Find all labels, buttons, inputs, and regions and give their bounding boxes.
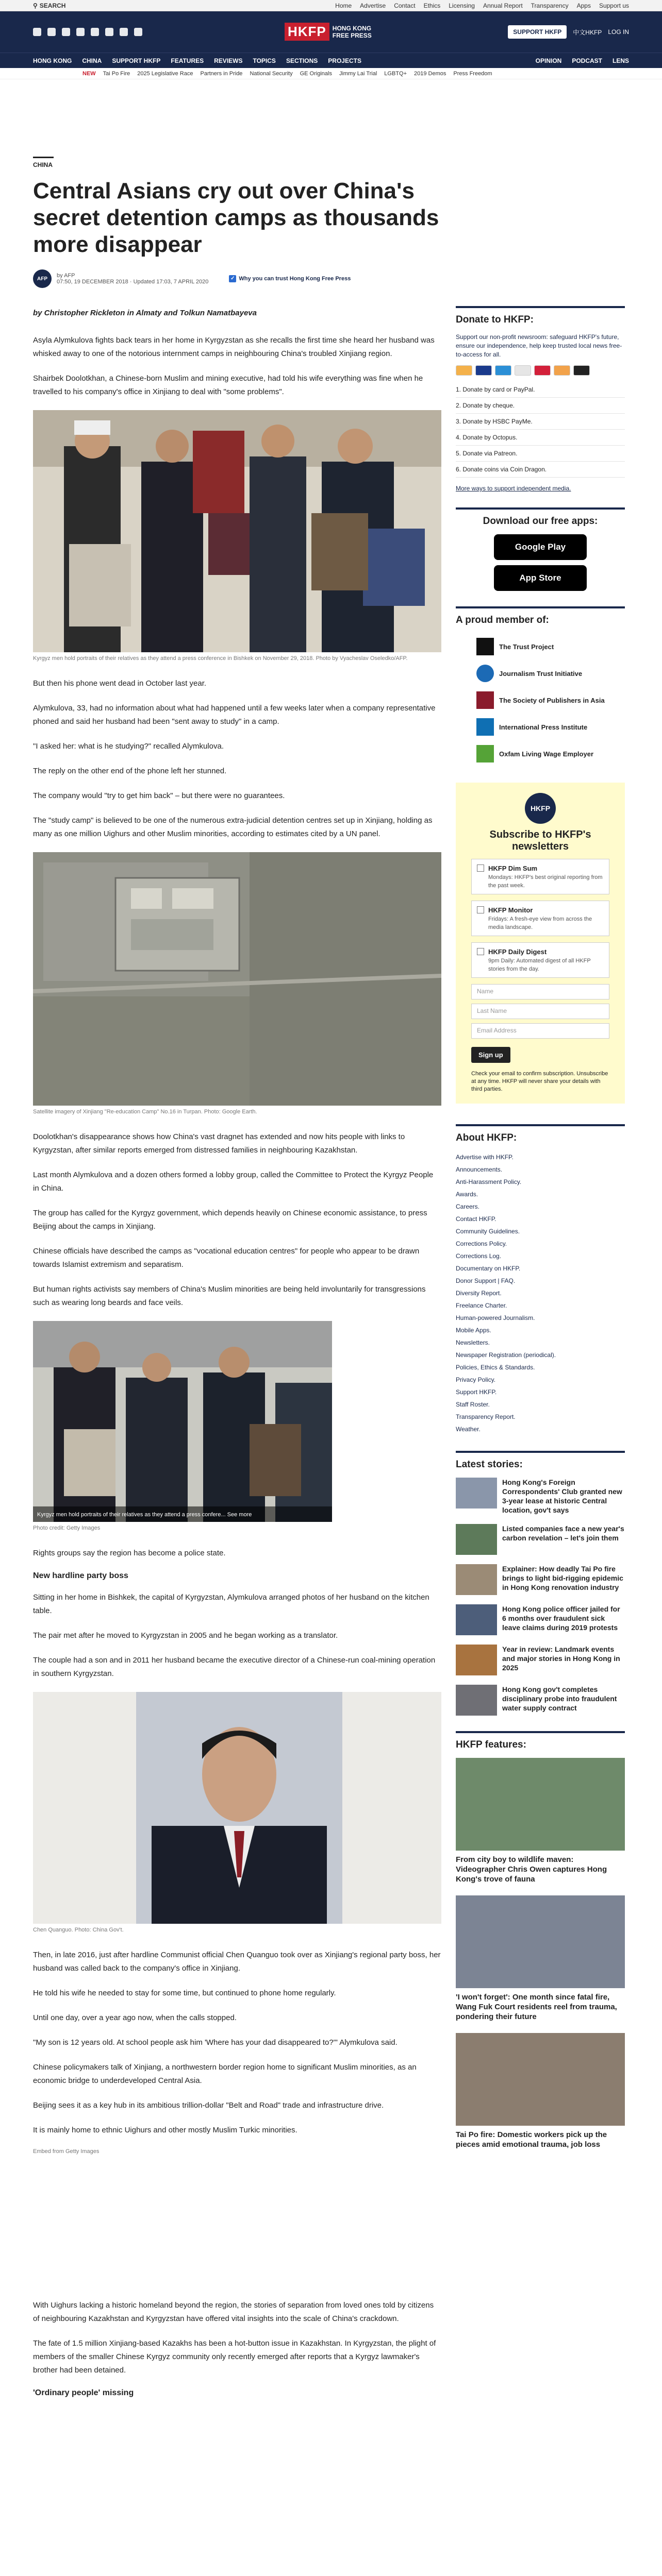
feature-story[interactable]: Tai Po fire: Domestic workers pick up the pieces amid emotional trauma, job loss [456, 2033, 625, 2149]
features-box [456, 1731, 625, 2149]
donate-box [456, 306, 625, 492]
member-oxfam[interactable]: Oxfam Living Wage Employer [456, 740, 625, 767]
trending-bar [0, 68, 662, 79]
paragraph: The company would "try to get him back" – but there were no guarantees. [33, 791, 285, 800]
paragraph: The couple had a son and in 2011 her husband became the executive director of a Chinese-run coal-mining operation in southern Kyrgyzstan. [33, 1656, 436, 1678]
about-link[interactable]: Community Guidelines. [456, 1228, 520, 1235]
features-title: HKFP features: [456, 1739, 526, 1750]
nav-item[interactable]: LENS [612, 57, 629, 64]
top-utility-bar [0, 0, 662, 11]
feature-image [456, 2033, 625, 2126]
about-box [456, 1124, 625, 1435]
about-title: About HKFP: [456, 1132, 517, 1143]
byline [33, 269, 441, 288]
trending-link[interactable]: GE Originals [300, 70, 332, 77]
nav-item[interactable]: PODCAST [572, 57, 602, 64]
trending-link[interactable]: Jimmy Lai Trial [339, 70, 377, 77]
nav-item[interactable]: SECTIONS [286, 57, 318, 64]
login-link[interactable]: LOG IN [608, 28, 629, 36]
caption: Embed from Getty Images [33, 2148, 100, 2155]
utility-link[interactable]: Apps [576, 2, 591, 9]
about-link[interactable]: Anti-Harassment Policy. [456, 1178, 522, 1185]
about-link[interactable]: Corrections Policy. [456, 1240, 507, 1247]
search-icon: ⚲ [33, 2, 38, 9]
paragraph: The reply on the other end of the phone left her stunned. [33, 767, 227, 775]
threads-icon[interactable] [76, 28, 85, 36]
photo-press-conference [33, 410, 441, 652]
latest-story[interactable]: Explainer: How deadly Tai Po fire brings to light bid-rigging epidemic in Hong Kong renovation industry [456, 1564, 625, 1595]
newsletter-option[interactable] [471, 901, 609, 936]
paragraph: Alymkulova, 33, had no information about what had happened until a few weeks later when a company representative phoned and said her husband had been "sent away to study" in a camp. [33, 704, 436, 726]
donate-option[interactable]: 6. Donate coins via Coin Dragon. [456, 462, 625, 478]
about-link[interactable]: Donor Support | FAQ. [456, 1277, 516, 1284]
about-link[interactable]: Advertise with HKFP. [456, 1154, 514, 1161]
article [33, 79, 441, 2408]
nav-item[interactable]: PROJECTS [328, 57, 361, 64]
utility-link[interactable]: Home [335, 2, 352, 9]
about-link[interactable]: Newspaper Registration (periodical). [456, 1351, 556, 1359]
paragraph: Sitting in her home in Bishkek, the capital of Kyrgyzstan, Alymkulova arranged photos of her husband on the kitchen table. [33, 1593, 429, 1615]
about-link[interactable]: Weather. [456, 1426, 481, 1433]
utility-link[interactable]: Advertise [360, 2, 386, 9]
donate-option[interactable]: 1. Donate by card or PayPal. [456, 382, 625, 398]
chinese-edition-link[interactable]: 中文HKFP [573, 28, 602, 36]
x-icon[interactable] [47, 28, 56, 36]
avatar: AFP [33, 269, 52, 288]
story-thumbnail [456, 1478, 497, 1509]
utility-link[interactable]: Ethics [423, 2, 441, 9]
about-link[interactable]: Documentary on HKFP. [456, 1265, 521, 1272]
logo-line: FREE PRESS [332, 31, 372, 39]
paragraph: But human rights activists say members of China's Muslim minorities are being held involuntarily for transgressions such as wearing long beards and face veils. [33, 1285, 426, 1307]
nav-item[interactable]: OPINION [535, 57, 562, 64]
donate-text: Support our non-profit newsroom: safeguard HKFP's future, ensure our independence, help keep trusted local news free-to-access for all. [456, 333, 622, 358]
apps-box [456, 507, 625, 591]
octopus-icon [554, 365, 570, 376]
jti-icon [476, 665, 494, 682]
embed-placeholder [33, 2170, 441, 2299]
paragraph: Shairbek Doolotkhan, a Chinese-born Muslim and mining executive, had told his wife everything was fine when he travelled to his company's office in Xinjiang to deal with "some problems". [33, 374, 423, 396]
about-link[interactable]: Newsletters. [456, 1339, 490, 1346]
paragraph: The group has called for the Kyrgyz government, which depends heavily on Chinese economic assistance, to press Beijing about the camps in Xinjiang. [33, 1209, 427, 1231]
section-heading: New hardline party boss [33, 1571, 128, 1580]
latest-box [456, 1451, 625, 1716]
paragraph: It is mainly home to ethnic Uighurs and other mostly Muslim Turkic minorities. [33, 2126, 297, 2134]
mastercard-icon [456, 365, 472, 376]
signup-button[interactable]: Sign up [471, 1047, 510, 1063]
about-link[interactable]: Diversity Report. [456, 1290, 502, 1297]
about-link[interactable]: Careers. [456, 1203, 480, 1210]
feature-image [456, 1895, 625, 1988]
newsletter-name: HKFP Monitor [488, 906, 533, 914]
newsletter-name: HKFP Dim Sum [488, 865, 538, 872]
nav-item[interactable]: REVIEWS [214, 57, 243, 64]
latest-story[interactable]: Hong Kong's Foreign Correspondents' Club granted new 3-year lease at historic Central location, gov't says [456, 1478, 625, 1515]
paragraph: The "study camp" is believed to be one of the numerous extra-judicial detention centres set up in Xinjiang, holding as many as one million Uighurs and other Muslim minorities, according to estimates cited by a UN panel. [33, 816, 433, 838]
article-category[interactable]: CHINA [33, 157, 54, 168]
trending-link[interactable]: 2025 Legislative Race [137, 70, 193, 77]
paragraph: Chinese officials have described the camps as "vocational education centres" for people who appear to be drawn towards Islamist extremism and separatism. [33, 1247, 420, 1269]
paragraph: Beijing sees it as a key hub in its ambitious trillion-dollar "Belt and Road" trade and infrastructure drive. [33, 2101, 384, 2110]
about-link[interactable]: Freelance Charter. [456, 1302, 507, 1309]
feature-image [456, 1758, 625, 1851]
nav-item[interactable]: CHINA [82, 57, 102, 64]
member-jti[interactable]: Journalism Trust Initiative [456, 660, 625, 687]
story-thumbnail [456, 1564, 497, 1595]
masthead [0, 11, 662, 53]
utility-link[interactable]: Licensing [449, 2, 475, 9]
trending-link[interactable]: National Security [250, 70, 293, 77]
latest-story[interactable]: Listed companies face a new year's carbon revelation – let's join them [456, 1524, 625, 1555]
members-box [456, 606, 625, 767]
donate-option[interactable]: 5. Donate via Patreon. [456, 446, 625, 462]
embed-caption-overlay: Kyrgyz men hold portraits of their relatives as they attend a press confere... See more [37, 1512, 252, 1518]
newsletter-option[interactable] [471, 859, 609, 894]
newsletter-desc: Fridays: A fresh-eye view from across the media landscape. [488, 916, 592, 930]
payme-icon [534, 365, 551, 376]
paragraph: With Uighurs lacking a historic homeland beyond the region, the stories of separation from loved ones told by citizens of neighbouring Kazakhstan and Kyrgyzstan have offered vital insights into the scale of China's crackdown. [33, 2301, 434, 2323]
nav-item[interactable]: TOPICS [253, 57, 276, 64]
utility-link[interactable]: Transparency [531, 2, 569, 9]
story-thumbnail [456, 1524, 497, 1555]
trust-project-icon [476, 638, 494, 655]
email-input[interactable]: Email Address [471, 1023, 609, 1039]
donate-option[interactable]: 3. Donate by HSBC PayMe. [456, 414, 625, 430]
trending-link[interactable]: LGBTQ+ [384, 70, 407, 77]
article-authors: by Christopher Rickleton in Almaty and Tolkun Namatbayeva [33, 309, 257, 317]
caption: Photo credit: Getty Images [33, 1525, 101, 1531]
story-thumbnail [456, 1685, 497, 1716]
paragraph: Then, in late 2016, just after hardline Communist official Chen Quanguo took over as Xinjiang's regional party boss, her husband was called back to the company's office in Xinjiang. [33, 1951, 441, 1973]
paragraph: The pair met after he moved to Kyrgyzstan in 2005 and he began working as a translator. [33, 1631, 338, 1640]
rss-icon[interactable] [134, 28, 142, 36]
feature-story[interactable]: From city boy to wildlife maven: Videographer Chris Owen captures Hong Kong's trove of fauna [456, 1758, 625, 1884]
paragraph: He told his wife he needed to stay for some time, but continued to phone home regularly. [33, 1989, 336, 1997]
sopa-icon [476, 691, 494, 709]
paragraph: Chinese policymakers talk of Xinjiang, a northwestern border region home to significant Muslim minorities, as an economic bridge to underdeveloped Central Asia. [33, 2063, 417, 2085]
ipi-icon [476, 718, 494, 736]
oxfam-icon [476, 745, 494, 762]
facebook-icon[interactable] [33, 28, 41, 36]
nav-item[interactable]: HONG KONG [33, 57, 72, 64]
donate-option[interactable]: 4. Donate by Octopus. [456, 430, 625, 446]
about-link[interactable]: Contact HKFP. [456, 1215, 496, 1223]
nav-item[interactable]: FEATURES [171, 57, 204, 64]
newsletter-logo: HKFP [525, 793, 556, 824]
more-ways-link[interactable]: More ways to support independent media. [456, 485, 571, 492]
caption: Kyrgyz men hold portraits of their relatives as they attend a press conference in Bishkek on November 29, 2018. Photo by Vyacheslav Oseledko/AFP. [33, 655, 408, 662]
paragraph: "My son is 12 years old. At school people ask him 'Where has your dad disappeared to?'" Alymkulova said. [33, 2038, 398, 2047]
newsletter-box [456, 783, 625, 1104]
newsletter-option[interactable] [471, 942, 609, 978]
paragraph: Asyla Alymkulova fights back tears in her home in Kyrgyzstan as she recalls the first time she heard her husband was whisked away to one of the notorious internment camps in neighbouring China's troubled Xinjiang region. [33, 336, 435, 358]
logo-line: HONG KONG [332, 24, 372, 32]
caption: Chen Quanguo. Photo: China Gov't. [33, 1927, 124, 1933]
trending-link[interactable]: Partners in Pride [200, 70, 243, 77]
instagram-icon[interactable] [62, 28, 70, 36]
support-hkfp-button[interactable]: SUPPORT HKFP [508, 25, 567, 39]
patreon-icon [573, 365, 590, 376]
member-ipi[interactable]: International Press Institute [456, 714, 625, 740]
app-store-button[interactable]: App Store [494, 565, 587, 591]
trust-link[interactable]: ✓ Why you can trust Hong Kong Free Press [229, 275, 351, 282]
social-icons [33, 28, 142, 36]
checkmark-icon: ✓ [229, 275, 236, 282]
embedded-getty-photo[interactable] [33, 1321, 332, 1522]
newsletter-name: HKFP Daily Digest [488, 948, 547, 956]
section-heading: 'Ordinary people' missing [33, 2388, 134, 2397]
latest-story[interactable]: Hong Kong gov't completes disciplinary probe into fraudulent water supply contract [456, 1685, 625, 1716]
paragraph: Rights groups say the region has become a police state. [33, 1549, 226, 1557]
paypal-icon [515, 365, 531, 376]
apps-title: Download our free apps: [483, 516, 598, 527]
paragraph: Last month Alymkulova and a dozen others formed a lobby group, called the Committee to Protect the Kyrgyz People in China. [33, 1171, 434, 1193]
utility-link[interactable]: Support us [599, 2, 629, 9]
newsletter-desc: 9pm Daily: Automated digest of all HKFP stories from the day. [488, 958, 591, 972]
latest-story[interactable]: Year in review: Landmark events and major stories in Hong Kong in 2025 [456, 1645, 625, 1675]
satellite-image [33, 852, 441, 1106]
utility-link[interactable]: Annual Report [483, 2, 523, 9]
about-link[interactable]: Awards. [456, 1191, 478, 1198]
payment-icons [456, 365, 625, 376]
newsletter-title: Subscribe to HKFP's newsletters [489, 829, 591, 852]
about-link[interactable]: Human-powered Journalism. [456, 1314, 535, 1321]
nav-item[interactable]: SUPPORT HKFP [112, 57, 161, 64]
amex-icon [495, 365, 511, 376]
utility-link[interactable]: Contact [394, 2, 416, 9]
youtube-icon[interactable] [91, 28, 99, 36]
checkbox[interactable] [477, 906, 484, 913]
newsletter-desc: Mondays: HKFP's best original reporting from the past week. [488, 874, 603, 889]
member-trust-project[interactable]: The Trust Project [456, 633, 625, 660]
checkbox[interactable] [477, 948, 484, 955]
about-link[interactable]: Support HKFP. [456, 1388, 497, 1396]
paragraph: But then his phone went dead in October last year. [33, 679, 207, 688]
photo-chen-quanguo [33, 1692, 441, 1924]
feature-story[interactable]: 'I won't forget': One month since fatal fire, Wang Fuk Court residents reel from trauma, pondering their future [456, 1895, 625, 2022]
donate-title: Donate to HKFP: [456, 314, 534, 325]
trending-link[interactable]: 2019 Demos [414, 70, 446, 77]
paragraph: "I asked her: what is he studying?" recalled Alymkulova. [33, 742, 224, 751]
paragraph: The fate of 1.5 million Xinjiang-based Kazakhs has been a hot-button issue in Kazakhstan. In Kyrgyzstan, the plight of members of the smaller Chinese Kyrgyz community only recently emerged after reports that a Kyrgyz lawmaker's brother had been detained. [33, 2339, 436, 2375]
main-nav [0, 53, 662, 68]
trending-link[interactable]: Tai Po Fire [103, 70, 130, 77]
new-label: NEW [82, 70, 96, 77]
last-name-input[interactable]: Last Name [471, 1004, 609, 1019]
trending-link[interactable]: Press Freedom [453, 70, 492, 77]
paragraph: Until one day, over a year ago now, when the calls stopped. [33, 2013, 237, 2022]
telegram-icon[interactable] [120, 28, 128, 36]
about-link[interactable]: Staff Roster. [456, 1401, 490, 1408]
story-thumbnail [456, 1645, 497, 1675]
about-link[interactable]: Announcements. [456, 1166, 503, 1173]
site-logo[interactable]: HKFP HONG KONG FREE PRESS [285, 23, 372, 41]
byline-author[interactable]: by AFP [57, 273, 75, 279]
about-link[interactable]: Transparency Report. [456, 1413, 516, 1420]
article-title: Central Asians cry out over China's secret detention camps as thousands more disappear [33, 178, 439, 257]
caption: Satellite imagery of Xinjiang "Re-education Camp" No.16 in Turpan. Photo: Google Earth. [33, 1109, 257, 1115]
latest-title: Latest stories: [456, 1459, 523, 1470]
about-link[interactable]: Privacy Policy. [456, 1376, 496, 1383]
utility-links [335, 2, 629, 9]
sidebar [456, 79, 625, 2408]
story-thumbnail [456, 1604, 497, 1635]
latest-story[interactable]: Hong Kong police officer jailed for 6 months over fraudulent sick leave claims during 2019 protests [456, 1604, 625, 1635]
google-play-button[interactable]: Google Play [494, 534, 587, 560]
checkbox[interactable] [477, 865, 484, 872]
newsletter-note: Check your email to confirm subscription. Unsubscribe at any time. HKFP will never share your details with third parties. [471, 1071, 608, 1092]
visa-icon [475, 365, 492, 376]
about-link[interactable]: Corrections Log. [456, 1252, 502, 1260]
email-icon[interactable] [105, 28, 113, 36]
about-link[interactable]: Policies, Ethics & Standards. [456, 1364, 535, 1371]
donate-option[interactable]: 2. Donate by cheque. [456, 398, 625, 414]
about-link[interactable]: Mobile Apps. [456, 1327, 491, 1334]
member-sopa[interactable]: The Society of Publishers in Asia [456, 687, 625, 714]
first-name-input[interactable]: Name [471, 984, 609, 999]
search-button[interactable]: ⚲ SEARCH [33, 2, 66, 9]
paragraph: Doolotkhan's disappearance shows how China's vast dragnet has extended and now hits people with links to Kyrgyzstan, after similar reports emerged from distressed families in neighbouring Kazakhstan. [33, 1132, 405, 1155]
byline-date: 07:50, 19 DECEMBER 2018 · Updated 17:03, 7 APRIL 2020 [57, 279, 209, 285]
members-title: A proud member of: [456, 615, 549, 625]
